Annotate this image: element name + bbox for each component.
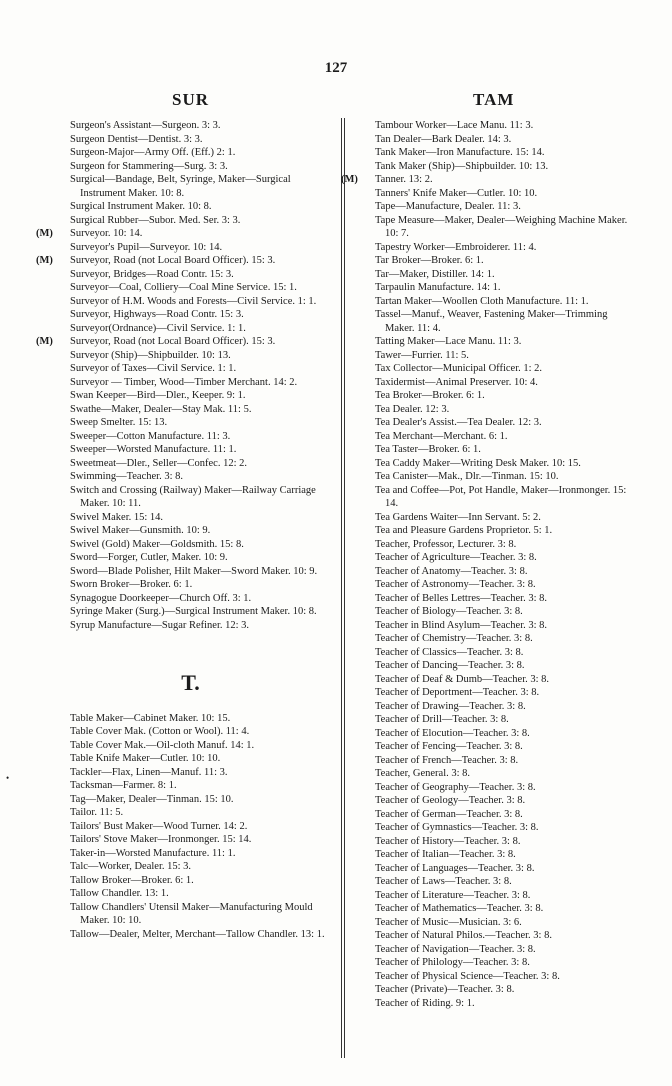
- entry-text: Swivel (Gold) Maker—Goldsmith. 15: 8.: [70, 538, 244, 550]
- entry-text: Teacher of Elocution—Teacher. 3: 8.: [375, 727, 530, 739]
- entry-text: Surveyor, Road (not Local Board Officer). 15: 3.: [70, 255, 276, 266]
- index-entry: [353, 254, 638, 268]
- entry-text: Tanner. 13: 2.: [375, 174, 433, 185]
- index-entry: [48, 173, 333, 200]
- entry-text: Tailors' Stove Maker—Ironmonger. 15: 14.: [70, 834, 252, 845]
- entry-text: Surgical Rubber—Subor. Med. Ser. 3: 3.: [70, 214, 241, 226]
- entry-text: Tallow Chandlers' Utensil Maker—Manufacturing Mould Maker. 10: 10.: [70, 901, 313, 926]
- entry-text: Surveyor's Pupil—Surveyor. 10: 14.: [70, 241, 223, 253]
- index-entry: [353, 214, 638, 241]
- index-entry: [48, 281, 333, 295]
- index-entry: [48, 874, 333, 888]
- index-entry: [48, 443, 333, 457]
- index-entry: [353, 200, 638, 214]
- index-entry: [48, 376, 333, 390]
- index-entry: [353, 295, 638, 309]
- entry-text: Teacher of Chemistry—Teacher. 3: 8.: [375, 633, 533, 644]
- index-entry: [353, 767, 638, 781]
- index-entry: [353, 673, 638, 687]
- entry-text: Teacher in Blind Asylum—Teacher. 3: 8.: [375, 619, 548, 631]
- index-entry: [353, 821, 638, 835]
- entry-text: Table Cover Mak.—Oil-cloth Manuf. 14: 1.: [70, 739, 255, 751]
- entry-text: Teacher of History—Teacher. 3: 8.: [375, 835, 521, 847]
- index-entry: (M) Surveyor. 10: 14.: [36, 228, 143, 239]
- entry-text: Tea Taster—Broker. 6: 1.: [375, 444, 481, 455]
- entry-text: Teacher of Mathematics—Teacher. 3: 8.: [375, 903, 544, 914]
- index-entry: [353, 389, 638, 403]
- entry-text: Teacher of Agriculture—Teacher. 3: 8.: [375, 552, 537, 563]
- entry-text: Sworn Broker—Broker. 6: 1.: [70, 579, 193, 590]
- index-entry: [48, 416, 333, 430]
- index-entry: [353, 349, 638, 363]
- entry-text: Teacher of Fencing—Teacher. 3: 8.: [375, 741, 523, 752]
- index-entry: [48, 605, 333, 619]
- entry-text: Surveyor, Bridges—Road Contr. 15: 3.: [70, 268, 234, 280]
- entry-text: Tartan Maker—Woollen Cloth Manufacture. 11: 1.: [375, 295, 589, 307]
- entry-text: Sword—Forger, Cutler, Maker. 10: 9.: [70, 552, 228, 563]
- index-entry: [353, 281, 638, 295]
- entry-text: Teacher of Laws—Teacher. 3: 8.: [375, 876, 512, 887]
- entry-text: Tar—Maker, Distiller. 14: 1.: [375, 268, 495, 280]
- entry-text: Swimming—Teacher. 3: 8.: [70, 471, 183, 482]
- entry-text: Surveyor, Highways—Road Contr. 15: 3.: [70, 309, 244, 320]
- index-entry: [353, 133, 638, 147]
- entry-text: Teacher of Geology—Teacher. 3: 8.: [375, 795, 526, 806]
- index-entry: [353, 511, 638, 525]
- index-entry: [48, 901, 333, 928]
- entry-text: Tax Collector—Municipal Officer. 1: 2.: [375, 363, 543, 374]
- index-entry: [353, 983, 638, 997]
- entry-text: Tea Dealer. 12: 3.: [375, 403, 450, 415]
- left-column-header: SUR: [172, 90, 210, 109]
- entry-text: Teacher of French—Teacher. 3: 8.: [375, 754, 519, 766]
- index-entry: [353, 241, 638, 255]
- entry-text: Tea and Coffee—Pot, Pot Handle, Maker—Ironmonger. 15: 14.: [375, 484, 627, 509]
- entry-text: Swivel Maker. 15: 14.: [70, 511, 164, 523]
- entry-text: Sweeper—Cotton Manufacture. 11: 3.: [70, 430, 231, 442]
- index-entry: [353, 740, 638, 754]
- index-entry: [353, 430, 638, 444]
- entry-text: Teacher of Geography—Teacher. 3: 8.: [375, 781, 536, 793]
- entry-text: Syrup Manufacture—Sugar Refiner. 12: 3.: [70, 619, 250, 631]
- entry-text: Surgical—Bandage, Belt, Syringe, Maker—Surgical Instrument Maker. 10: 8.: [70, 174, 291, 199]
- entry-text: Surveyor. 10: 14.: [70, 228, 143, 239]
- section-letter: T.: [181, 670, 200, 695]
- index-entry: [48, 484, 333, 511]
- entry-text: Teacher of Music—Musician. 3: 6.: [375, 916, 522, 928]
- entry-text: Tanners' Knife Maker—Cutler. 10: 10.: [375, 187, 538, 199]
- index-entry: [353, 470, 638, 484]
- entry-text: Teacher of Languages—Teacher. 3: 8.: [375, 862, 535, 874]
- index-entry: [353, 443, 638, 457]
- entry-text: Teacher of Philology—Teacher. 3: 8.: [375, 957, 530, 968]
- entry-text: Teacher of Riding. 9: 1.: [375, 997, 475, 1009]
- index-entry: [48, 160, 333, 174]
- stray-mark: •: [6, 773, 10, 783]
- index-entry: [48, 322, 333, 336]
- index-entry: [353, 632, 638, 646]
- entry-text: Teacher of Dancing—Teacher. 3: 8.: [375, 660, 525, 671]
- entry-text: Surveyor — Timber, Wood—Timber Merchant. 14: 2.: [70, 376, 298, 388]
- entry-text: Surgical Instrument Maker. 10: 8.: [70, 201, 212, 212]
- index-entry: [48, 565, 333, 579]
- index-entry: [48, 308, 333, 322]
- entry-text: Teacher of Astronomy—Teacher. 3: 8.: [375, 579, 536, 590]
- entry-text: Surveyor(Ordnance)—Civil Service. 1: 1.: [70, 322, 246, 334]
- index-entry: [353, 700, 638, 714]
- index-entry: [48, 403, 333, 417]
- index-entry: [353, 551, 638, 565]
- index-entry: [48, 592, 333, 606]
- index-entry: [48, 578, 333, 592]
- index-entry: [353, 754, 638, 768]
- index-entry: [48, 766, 333, 780]
- index-entry: [353, 565, 638, 579]
- entry-text: Teacher of Physical Science—Teacher. 3: 8.: [375, 970, 560, 982]
- index-entry: [353, 403, 638, 417]
- index-entry: [48, 739, 333, 753]
- index-entry: [353, 943, 638, 957]
- index-entry: [353, 146, 638, 160]
- right-entry-list: [341, 119, 638, 1010]
- entry-text: Tallow—Dealer, Melter, Merchant—Tallow Chandler. 13: 1.: [70, 928, 325, 940]
- index-entry: [48, 619, 333, 633]
- entry-text: Teacher of Deaf & Dumb—Teacher. 3: 8.: [375, 673, 550, 685]
- left-entry-list: [36, 119, 333, 632]
- entry-text: Teacher (Private)—Teacher. 3: 8.: [375, 984, 515, 995]
- entry-text: Tapestry Worker—Embroiderer. 11: 4.: [375, 241, 537, 253]
- index-entry: [48, 119, 333, 133]
- entry-text: Teacher of Italian—Teacher. 3: 8.: [375, 849, 516, 860]
- entry-text: Tea Canister—Mak., Dlr.—Tinman. 15: 10.: [375, 471, 559, 482]
- entry-text: Teacher of Belles Lettres—Teacher. 3: 8.: [375, 592, 547, 604]
- index-entry: [48, 389, 333, 403]
- entry-text: Surveyor, Road (not Local Board Officer). 15: 3.: [70, 336, 276, 347]
- index-entry: [48, 200, 333, 214]
- entry-text: Sweep Smelter. 15: 13.: [70, 417, 168, 428]
- entry-text: Teacher of Natural Philos.—Teacher. 3: 8.: [375, 930, 552, 941]
- index-entry: [48, 806, 333, 820]
- index-entry: [48, 268, 333, 282]
- index-entry: [353, 929, 638, 943]
- index-entry: [353, 835, 638, 849]
- page-number: 127: [324, 60, 348, 76]
- index-entry: [353, 308, 638, 335]
- entry-text: Surgeon Dentist—Dentist. 3: 3.: [70, 133, 203, 145]
- entry-text: Table Cover Mak. (Cotton or Wool). 11: 4.: [70, 726, 250, 737]
- entry-text: Teacher of Biology—Teacher. 3: 8.: [375, 606, 523, 617]
- entry-text: Tank Maker (Ship)—Shipbuilder. 10: 13.: [375, 160, 549, 172]
- index-entry: [353, 538, 638, 552]
- index-entry: [353, 619, 638, 633]
- entry-text: Tallow Chandler. 13: 1.: [70, 888, 169, 899]
- index-entry: [353, 808, 638, 822]
- entry-text: Synagogue Doorkeeper—Church Off. 3: 1.: [70, 592, 252, 604]
- index-entry: [353, 916, 638, 930]
- index-entry: [353, 592, 638, 606]
- entry-text: Surveyor of Taxes—Civil Service. 1: 1.: [70, 363, 237, 374]
- entry-text: Tank Maker—Iron Manufacture. 15: 14.: [375, 147, 545, 158]
- index-entry: [353, 713, 638, 727]
- index-entry: (M) Surveyor, Road (not Local Board Officer). 15: 3.: [36, 255, 276, 266]
- entry-text: Taxidermist—Animal Preserver. 10: 4.: [375, 376, 538, 388]
- entry-text: Teacher, General. 3: 8.: [375, 768, 471, 779]
- entry-text: Sweeper—Worsted Manufacture. 11: 1.: [70, 444, 237, 455]
- entry-text: Surgeon-Major—Army Off. (Eff.) 2: 1.: [70, 147, 236, 158]
- entry-text: Tailors' Bust Maker—Wood Turner. 14: 2.: [70, 820, 248, 832]
- entry-text: Tea Dealer's Assist.—Tea Dealer. 12: 3.: [375, 417, 542, 428]
- index-entry: [353, 902, 638, 916]
- index-entry: [353, 794, 638, 808]
- index-entry: [353, 997, 638, 1011]
- index-entry: [48, 511, 333, 525]
- entry-text: Tape—Manufacture, Dealer. 11: 3.: [375, 201, 521, 212]
- left-column: [36, 119, 333, 941]
- entry-text: Tatting Maker—Lace Manu. 11: 3.: [375, 336, 522, 347]
- index-entry: [353, 335, 638, 349]
- index-entry: [48, 457, 333, 471]
- index-entry: [48, 349, 333, 363]
- index-entry: [48, 214, 333, 228]
- index-entry: [353, 376, 638, 390]
- entry-text: Tarpaulin Manufacture. 14: 1.: [375, 282, 501, 293]
- index-entry: [353, 578, 638, 592]
- entry-text: Surveyor of H.M. Woods and Forests—Civil Service. 1: 1.: [70, 295, 317, 307]
- entry-text: Table Maker—Cabinet Maker. 10: 15.: [70, 712, 231, 724]
- index-entry: [48, 847, 333, 861]
- entry-text: Tambour Worker—Lace Manu. 11: 3.: [375, 120, 534, 131]
- index-entry: [353, 119, 638, 133]
- entry-text: Swathe—Maker, Dealer—Stay Mak. 11: 5.: [70, 403, 252, 415]
- entry-text: Table Knife Maker—Cutler. 10: 10.: [70, 753, 221, 764]
- entry-text: Tawer—Furrier. 11: 5.: [375, 349, 469, 361]
- index-entry: [353, 646, 638, 660]
- index-entry: [48, 752, 333, 766]
- index-entry: [48, 133, 333, 147]
- index-entry: [353, 862, 638, 876]
- index-entry: [48, 538, 333, 552]
- entry-text: Tea Gardens Waiter—Inn Servant. 5: 2.: [375, 511, 541, 523]
- entry-text: Swivel Maker—Gunsmith. 10: 9.: [70, 525, 211, 536]
- entry-text: Syringe Maker (Surg.)—Surgical Instrument Maker. 10: 8.: [70, 606, 317, 617]
- entry-text: Tea Caddy Maker—Writing Desk Maker. 10: 15.: [375, 457, 581, 469]
- index-entry: [48, 928, 333, 942]
- entry-text: Swan Keeper—Bird—Dler., Keeper. 9: 1.: [70, 390, 246, 401]
- entry-text: Teacher, Professor, Lecturer. 3: 8.: [375, 538, 517, 550]
- entry-text: Surgeon for Stammering—Surg. 3: 3.: [70, 160, 228, 172]
- entry-text: Tacksman—Farmer. 8: 1.: [70, 780, 177, 791]
- column-divider: [341, 118, 342, 1058]
- entry-text: Surgeon's Assistant—Surgeon. 3: 3.: [70, 120, 221, 131]
- index-entry: [353, 362, 638, 376]
- index-entry: [48, 725, 333, 739]
- index-entry: [353, 970, 638, 984]
- index-entry: [48, 430, 333, 444]
- entry-text: Surveyor (Ship)—Shipbuilder. 10: 13.: [70, 349, 231, 361]
- index-entry: [48, 820, 333, 834]
- entry-text: Teacher of Navigation—Teacher. 3: 8.: [375, 943, 536, 955]
- column-divider-inner: [344, 118, 345, 1058]
- entry-text: Sweetmeat—Dler., Seller—Confec. 12: 2.: [70, 457, 247, 469]
- index-entry: [353, 268, 638, 282]
- entry-text: Teacher of Literature—Teacher. 3: 8.: [375, 889, 531, 901]
- index-entry: [353, 686, 638, 700]
- index-entry: (M) Surveyor, Road (not Local Board Officer). 15: 3.: [36, 336, 276, 347]
- right-column-header: TAM: [473, 90, 515, 109]
- entry-text: Teacher of Deportment—Teacher. 3: 8.: [375, 687, 540, 698]
- index-entry: [48, 551, 333, 565]
- index-entry: (M) Tanner. 13: 2.: [341, 174, 433, 185]
- entry-text: Tea and Pleasure Gardens Proprietor. 5: 1.: [375, 525, 553, 536]
- index-entry: [48, 793, 333, 807]
- index-entry: [353, 848, 638, 862]
- index-entry: [48, 362, 333, 376]
- entry-text: Tag—Maker, Dealer—Tinman. 15: 10.: [70, 793, 234, 805]
- index-entry: [48, 779, 333, 793]
- entry-text: Taker-in—Worsted Manufacture. 11: 1.: [70, 847, 236, 859]
- entry-text: Teacher of German—Teacher. 3: 8.: [375, 808, 523, 820]
- entry-text: Switch and Crossing (Railway) Maker—Railway Carriage Maker. 10: 11.: [70, 484, 316, 509]
- entry-text: Talc—Worker, Dealer. 15: 3.: [70, 861, 192, 872]
- entry-text: Tallow Broker—Broker. 6: 1.: [70, 874, 194, 886]
- index-entry: [48, 887, 333, 901]
- index-entry: [353, 605, 638, 619]
- index-entry: [353, 727, 638, 741]
- entry-text: Tape Measure—Maker, Dealer—Weighing Machine Maker. 10: 7.: [375, 214, 628, 239]
- right-column: [341, 119, 638, 1010]
- index-entry: [353, 187, 638, 201]
- entry-text: Surveyor—Coal, Colliery—Coal Mine Service. 15: 1.: [70, 282, 297, 293]
- entry-text: Teacher of Gymnastics—Teacher. 3: 8.: [375, 822, 539, 833]
- index-entry: [48, 712, 333, 726]
- entry-text: Teacher of Drawing—Teacher. 3: 8.: [375, 700, 526, 712]
- index-entry: [353, 889, 638, 903]
- index-entry: [353, 956, 638, 970]
- index-entry: [353, 659, 638, 673]
- entry-text: Tassel—Manuf., Weaver, Fastening Maker—Trimming Maker. 11: 4.: [375, 309, 608, 334]
- entry-text: Teacher of Classics—Teacher. 3: 8.: [375, 646, 524, 658]
- index-entry: [48, 146, 333, 160]
- entry-text: Tackler—Flax, Linen—Manuf. 11: 3.: [70, 766, 228, 778]
- index-entry: [353, 875, 638, 889]
- entry-text: Teacher of Drill—Teacher. 3: 8.: [375, 714, 509, 725]
- index-entry: [353, 524, 638, 538]
- index-entry: [353, 484, 638, 511]
- left-entry-list-t: [48, 712, 333, 942]
- entry-text: Tea Merchant—Merchant. 6: 1.: [375, 430, 508, 442]
- index-entry: [48, 470, 333, 484]
- index-entry: [48, 295, 333, 309]
- entry-text: Tea Broker—Broker. 6: 1.: [375, 390, 485, 401]
- index-entry: [48, 860, 333, 874]
- index-entry: [353, 416, 638, 430]
- entry-text: Tan Dealer—Bark Dealer. 14: 3.: [375, 133, 512, 145]
- entry-text: Teacher of Anatomy—Teacher. 3: 8.: [375, 565, 528, 577]
- index-entry: [353, 160, 638, 174]
- entry-text: Sword—Blade Polisher, Hilt Maker—Sword Maker. 10: 9.: [70, 565, 318, 577]
- entry-text: Tailor. 11: 5.: [70, 807, 124, 818]
- index-entry: [48, 241, 333, 255]
- index-entry: [48, 524, 333, 538]
- index-entry: [353, 457, 638, 471]
- index-entry: [48, 833, 333, 847]
- entry-text: Tar Broker—Broker. 6: 1.: [375, 255, 484, 266]
- index-entry: [353, 781, 638, 795]
